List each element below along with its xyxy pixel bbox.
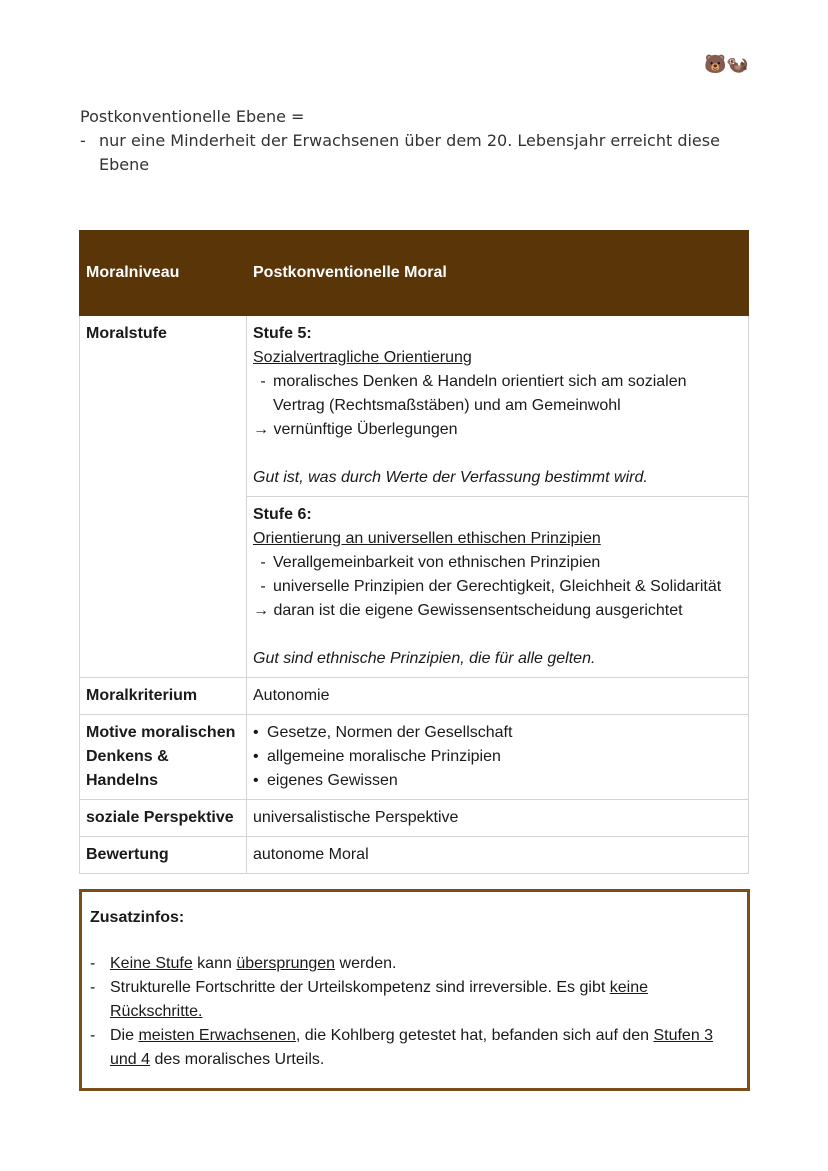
zusatz-item-1 [90,952,730,976]
label-moralstufe: Moralstufe [80,316,247,678]
bullet-dot: • [253,772,259,789]
zusatz3-text-2: , die Kohlberg getestet hat, befanden sich auf den [295,1027,654,1044]
bullet-dot: • [253,748,259,765]
motive-item-3: eigenes Gewissen [267,772,398,789]
intro-bullet [80,129,760,177]
header-moralniveau: Moralniveau [80,231,247,316]
motive-label-line1: Motive moralischen [86,724,236,741]
dash-marker: - [260,554,266,571]
list-item [253,721,742,745]
zusatz-item-3 [90,1024,730,1072]
zusatz1-text-1: kann [192,955,237,972]
moral-table [79,230,749,874]
bullet-dot: • [253,724,259,741]
stufe5-bullet-line1: moralisches Denken & Handeln orientiert sich am sozialen [273,373,687,390]
label-soziale-perspektive: soziale Perspektive [80,800,247,837]
stufe6-arrow: → daran ist die eigene Gewissensentscheidung ausgerichtet [253,602,683,619]
table-row-stufe5 [80,316,749,497]
stufe5-quote: Gut ist, was durch Werte der Verfassung bestimmt wird. [253,469,648,486]
intro-heading: Postkonventionelle Ebene = [80,107,305,126]
cell-stufe6 [247,497,749,678]
stufe6-title: Stufe 6: [253,506,312,523]
value-bewertung: autonome Moral [247,837,749,874]
stufe5-arrow: → vernünftige Überlegungen [253,421,458,438]
zusatz1-underline-2: übersprungen [236,955,336,972]
table-row-perspektive [80,800,749,837]
motive-item-2: allgemeine moralische Prinzipien [267,748,501,765]
intro-bullet-line2: Ebene [99,155,150,174]
value-moralkriterium: Autonomie [247,678,749,715]
stufe6-subtitle: Orientierung an universellen ethischen Prinzipien [253,530,601,547]
zusatz1-underline-1: Keine Stufe [110,955,193,972]
intro-bullet-line1: nur eine Minderheit der Erwachsenen über dem 20. Lebensjahr erreicht diese [99,131,720,150]
label-moralkriterium: Moralkriterium [80,678,247,715]
list-item [253,769,742,793]
zusatz1-text-2: werden. [335,955,397,972]
zusatz-item-2 [90,976,730,1024]
zusatz3-text-1: Die [110,1027,139,1044]
stufe6-bullet2-text: universelle Prinzipien der Gerechtigkeit, Gleichheit & Solidarität [273,578,722,595]
zusatz2-underline-1: keine [609,979,648,996]
table-row-kriterium [80,678,749,715]
zusatz3-text-3: des moralisches Urteils. [150,1051,325,1068]
table-row-motive [80,715,749,800]
stufe6-bullet2 [253,575,742,599]
stufe6-bullet1-text: Verallgemeinbarkeit von ethnischen Prinzipien [273,554,601,571]
zusatz-item-3-text [110,1024,713,1072]
label-bewertung: Bewertung [80,837,247,874]
zusatz2-text-1: Strukturelle Fortschritte der Urteilskompetenz sind irreversible. Es gibt [110,979,610,996]
zusatz3-underline-2: Stufen 3 [653,1027,714,1044]
table-row-bewertung [80,837,749,874]
value-soziale-perspektive: universalistische Perspektive [247,800,749,837]
header-postkonventionelle-moral: Postkonventionelle Moral [247,231,749,316]
stufe5-bullet-text [273,370,687,418]
stufe5-subtitle: Sozialvertragliche Orientierung [253,349,472,366]
intro-bullet-text [99,129,720,177]
table-header-row [80,231,749,316]
zusatz3-underline-1: meisten Erwachsenen [138,1027,296,1044]
stufe6-bullet1 [253,551,742,575]
bullet-dash: - [80,131,86,150]
zusatz2-underline-2: Rückschritte. [110,1003,203,1020]
zusatzinfos-title: Zusatzinfos: [90,909,185,926]
stufe5-bullet [253,370,742,418]
motive-item-1: Gesetze, Normen der Gesellschaft [267,724,513,741]
stufe6-quote: Gut sind ethnische Prinzipien, die für alle gelten. [253,650,596,667]
zusatz-item-1-text [110,952,396,976]
cell-stufe5 [247,316,749,497]
zusatz3-underline-3: und 4 [110,1051,151,1068]
stufe5-title: Stufe 5: [253,325,312,342]
label-motive [80,715,247,800]
motive-label-line3: Handelns [86,772,159,789]
value-motive [247,715,749,800]
dash-marker: - [90,955,96,972]
intro-section [80,105,760,177]
zusatzinfos-box [79,889,750,1091]
bear-otter-emoji: 🐻🦦 [704,54,749,75]
motive-label-line2: Denkens & [86,748,169,765]
dash-marker: - [260,578,266,595]
dash-marker: - [90,1027,96,1044]
dash-marker: - [260,373,266,390]
dash-marker: - [90,979,96,996]
zusatzinfos-list [90,952,730,1072]
list-item [253,745,742,769]
zusatz-item-2-text [110,976,648,1024]
stufe5-bullet-line2: Vertrag (Rechtsmaßstäben) und am Gemeinwohl [273,397,621,414]
